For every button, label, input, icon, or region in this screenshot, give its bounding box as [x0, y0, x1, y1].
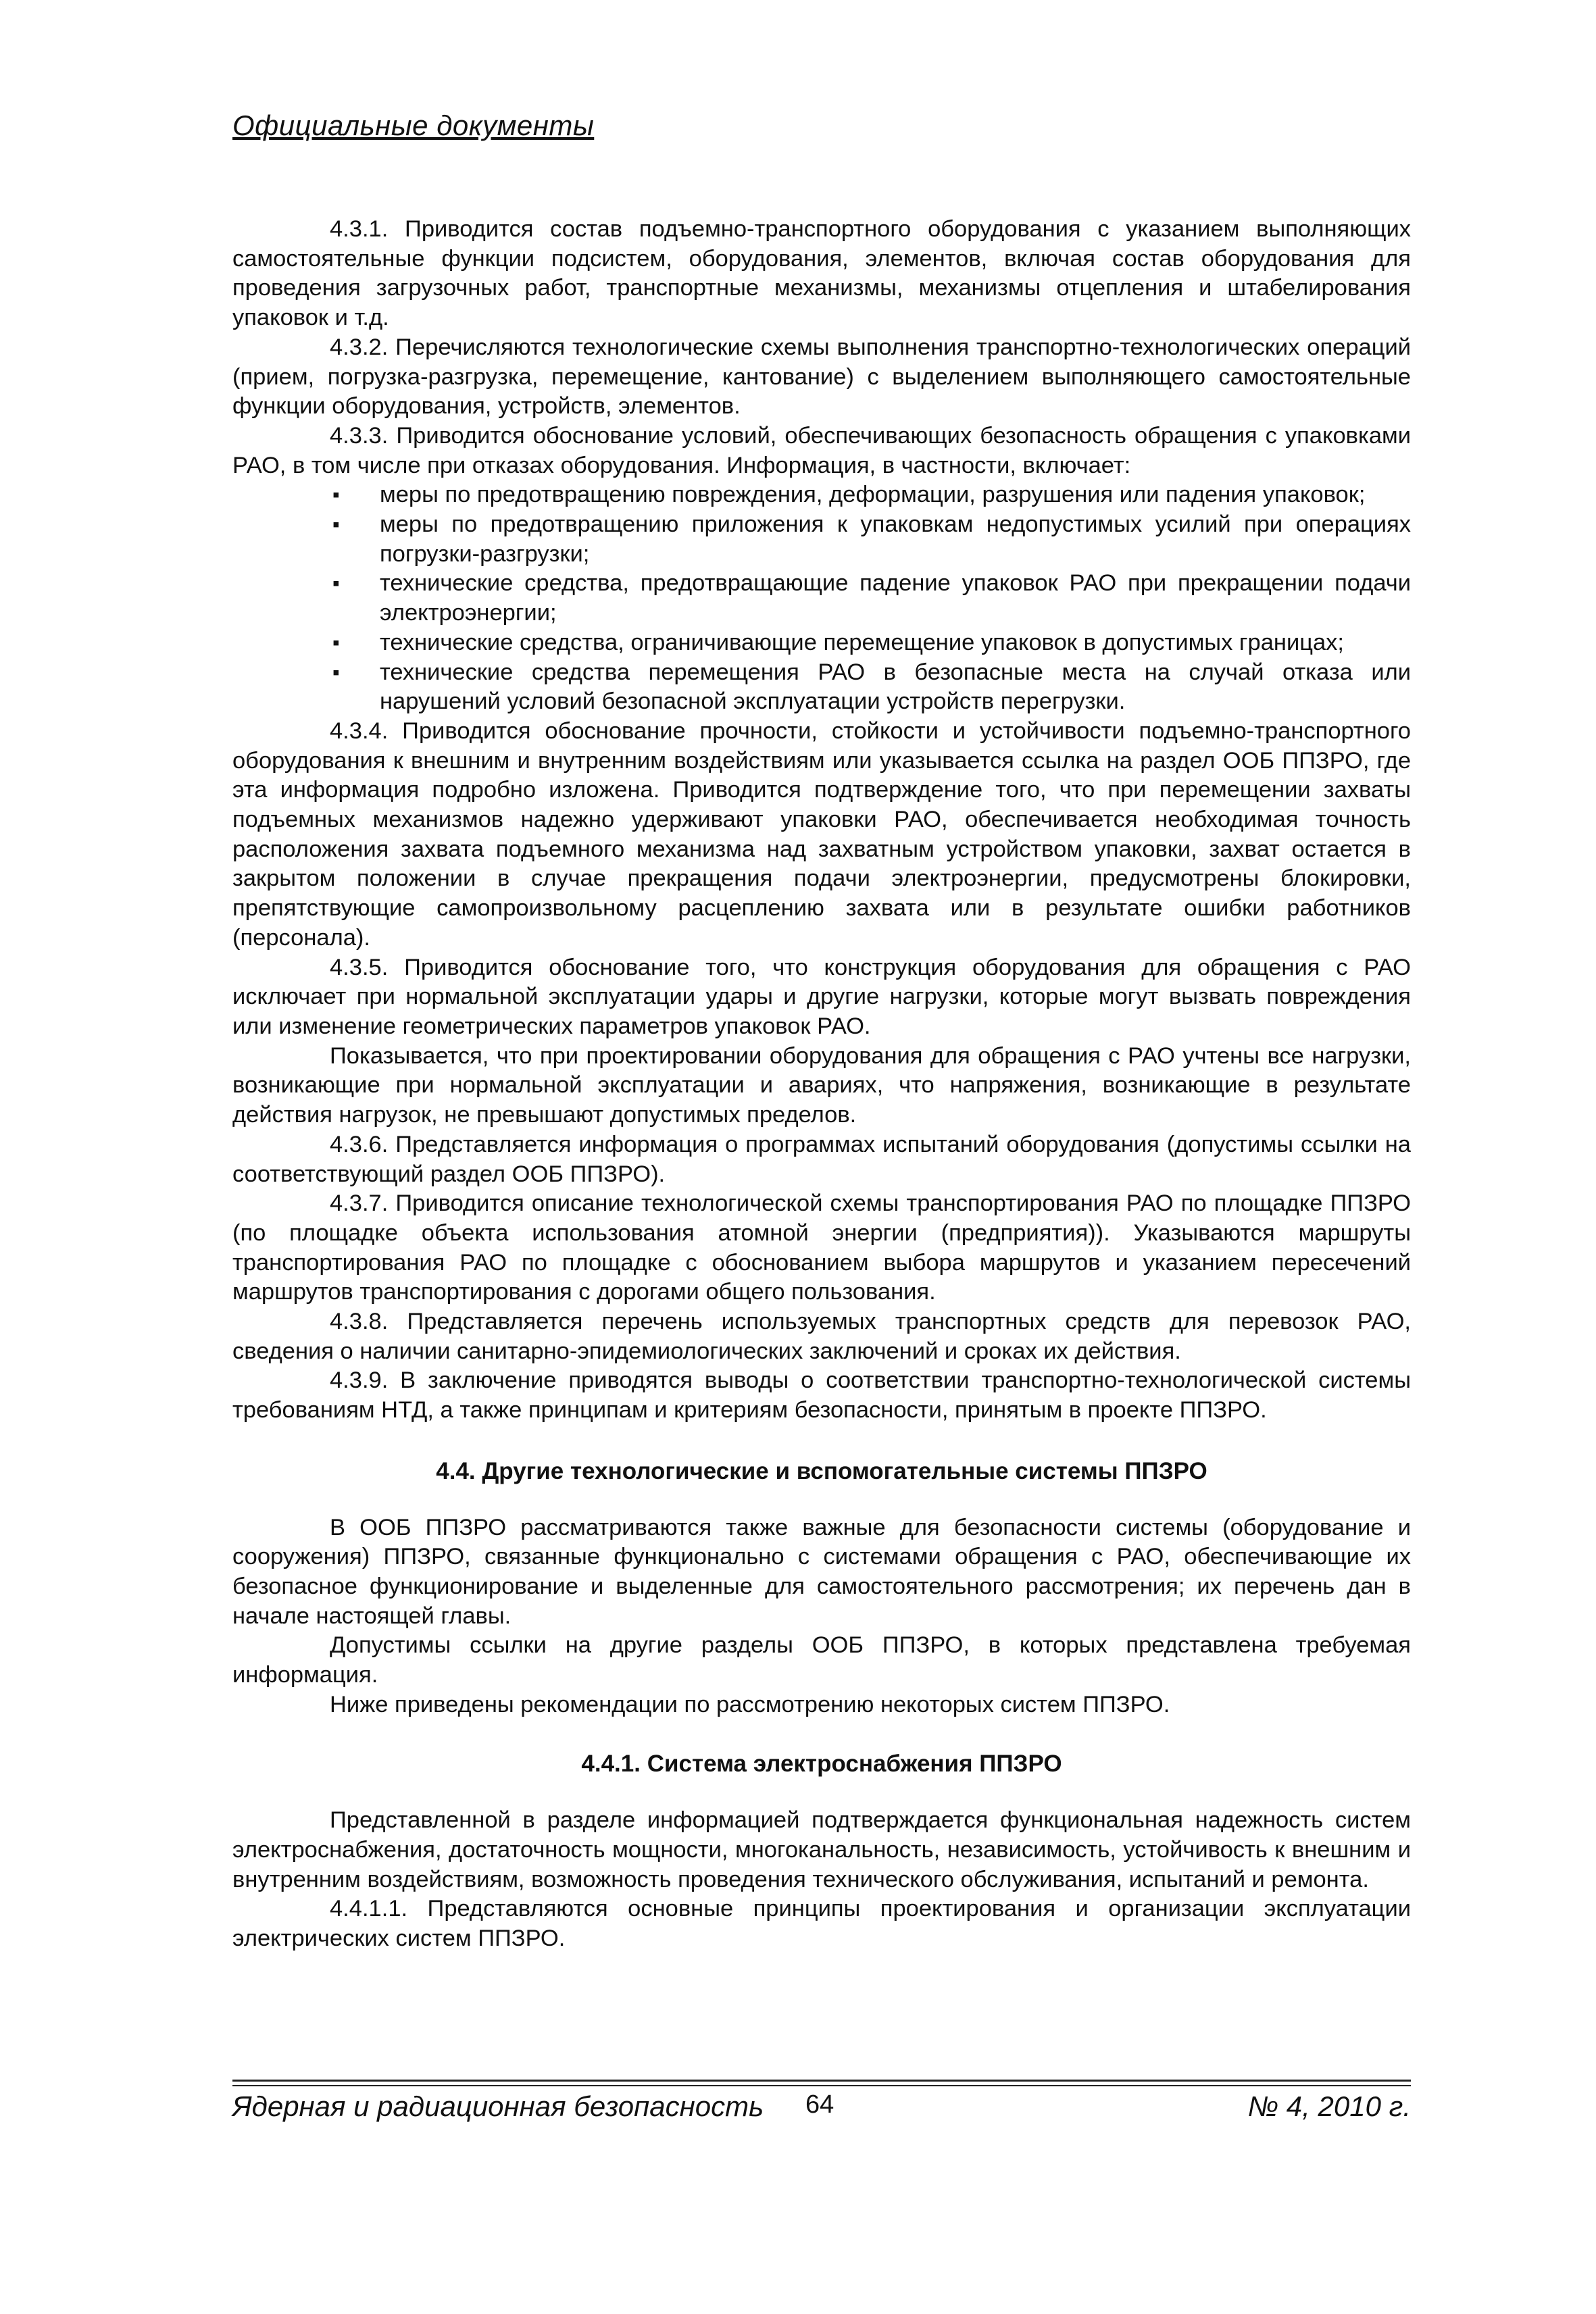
issue-number: № 4, 2010 г. — [1247, 2090, 1411, 2122]
list-item — [232, 569, 1411, 628]
paragraph-4-3-3: 4.3.3. Приводится обоснование условий, обеспечивающих безопасность обращения с упаковками РАО, в том числе при отказах оборудования. Информация, в частности, включает: — [232, 422, 1411, 478]
list-item — [232, 480, 1411, 510]
list-item-text: меры по предотвращению повреждения, деформации, разрушения или падения упаковок; — [380, 482, 1366, 508]
list-item-text: технические средства, ограничивающие перемещение упаковок в допустимых границах; — [380, 629, 1344, 655]
journal-title: Ядерная и радиационная безопасность — [232, 2090, 764, 2122]
paragraph-4-3-9: 4.3.9. В заключение приводятся выводы о соответствии транспортно-технологической системы требованиям НТД, а также принципам и критериям безопасности, принятым в проекте ППЗРО. — [232, 1367, 1411, 1424]
list-item-text: меры по предотвращению приложения к упаковкам недопустимых усилий при операциях погрузки-разгрузки; — [380, 511, 1411, 567]
paragraph-4-4-below: Ниже приведены рекомендации по рассмотрению некоторых систем ППЗРО. — [330, 1691, 1170, 1717]
paragraph-4-4-refs: Допустимы ссылки на другие разделы ООБ ППЗРО, в которых представлена требуемая информация. — [232, 1632, 1411, 1688]
paragraph-4-3-1: 4.3.1. Приводится состав подъемно-транспортного оборудования с указанием выполняющих самостоятельные функции подсистем, оборудования, элементов, включая состав оборудования для проведения загрузочных работ, транспортные механизмы, механизмы отцепления и штабелирования упаковок и т.д. — [232, 216, 1411, 331]
running-title: Официальные документы — [232, 109, 595, 141]
paragraph-4-4-1-1: 4.4.1.1. Представляются основные принципы проектирования и организации эксплуатации электрических систем ППЗРО. — [232, 1896, 1411, 1951]
paragraph-4-3-4: 4.3.4. Приводится обоснование прочности, стойкости и устойчивости подъемно-транспортного оборудования к внешним и внутренним воздействиям или указывается ссылка на раздел ООБ ППЗРО, где эта информация подробно изложена. Приводится подтверждение того, что при перемещении захваты подъемных механизмов надежно удерживают упаковки РАО, обеспечивается необходимая точность расположения захвата подъемного механизма над захватным устройством упаковки, захват остается в закрытом положении в случае прекращения подачи электроэнергии, предусмотрены блокировки, препятствующие самопроизвольному расцеплению захвата или в результате ошибки работников (персонала). — [232, 718, 1411, 951]
paragraph-4-4-1-intro: Представленной в разделе информацией подтверждается функциональная надежность систем электроснабжения, достаточность мощности, многоканальность, независимость, устойчивость к внешним и внутренним воздействиям, возможность проведения технического обслуживания, испытаний и ремонта. — [232, 1807, 1411, 1892]
paragraph-4-3-6: 4.3.6. Представляется информация о программах испытаний оборудования (допустимы ссылки на соответствующий раздел ООБ ППЗРО). — [232, 1131, 1411, 1187]
page-footer — [232, 2090, 1411, 2128]
section-heading-4-4: 4.4. Другие технологические и вспомогательные системы ППЗРО — [436, 1457, 1207, 1484]
list-item — [232, 510, 1411, 569]
paragraph-4-3-5: 4.3.5. Приводится обоснование того, что конструкция оборудования для обращения с РАО исключает при нормальной эксплуатации удары и другие нагрузки, которые могут вызвать повреждения или изменение геометрических параметров упаковок РАО. — [232, 954, 1411, 1039]
list-item-text: технические средства, предотвращающие падение упаковок РАО при прекращении подачи электроэнергии; — [380, 570, 1411, 626]
document-body — [232, 215, 1411, 1954]
list-item-text: технические средства перемещения РАО в безопасные места на случай отказа или нарушений условий безопасной эксплуатации устройств перегрузки. — [380, 659, 1411, 715]
paragraph-loads: Показывается, что при проектировании оборудования для обращения с РАО учтены все нагрузки, возникающие при нормальной эксплуатации и авариях, что напряжения, возникающие в результате действия нагрузок, не превышают допустимых пределов. — [232, 1042, 1411, 1128]
paragraph-4-4-intro: В ООБ ППЗРО рассматриваются также важные для безопасности системы (оборудование и сооружения) ППЗРО, связанные функционально с системами обращения с РАО, обеспечивающие их безопасное функционирование и выделенные для самостоятельного рассмотрения; их перечень дан в начале настоящей главы. — [232, 1514, 1411, 1629]
list-item — [232, 658, 1411, 717]
bullet-icon: ▪ — [332, 513, 340, 536]
bullet-icon: ▪ — [332, 631, 340, 654]
section-heading-4-4-1: 4.4.1. Система электроснабжения ППЗРО — [581, 1751, 1062, 1778]
list-item — [232, 628, 1411, 658]
bullet-icon: ▪ — [332, 661, 340, 684]
bullet-icon: ▪ — [332, 484, 340, 507]
paragraph-4-3-7: 4.3.7. Приводится описание технологической схемы транспортирования РАО по площадке ППЗРО (по площадке объекта использования атомной энергии (предприятия)). Указываются маршруты транспортирования РАО по площадке с обоснованием выбора маршрутов и указанием пересечений маршрутов транспортирования с дорогами общего пользования. — [232, 1190, 1411, 1305]
paragraph-4-3-8: 4.3.8. Представляется перечень используемых транспортных средств для перевозок РАО, сведения о наличии санитарно-эпидемиологических заключений и сроках их действия. — [232, 1309, 1411, 1364]
bullet-list — [232, 480, 1411, 717]
footer-divider — [232, 2080, 1411, 2082]
page-number: 64 — [805, 2090, 834, 2119]
footer-divider — [232, 2085, 1411, 2086]
paragraph-4-3-2: 4.3.2. Перечисляются технологические схемы выполнения транспортно-технологических операций (прием, погрузка-разгрузка, перемещение, кантование) с выделением выполняющего самостоятельные функции оборудования, устройств, элементов. — [232, 334, 1411, 420]
bullet-icon: ▪ — [332, 572, 340, 595]
